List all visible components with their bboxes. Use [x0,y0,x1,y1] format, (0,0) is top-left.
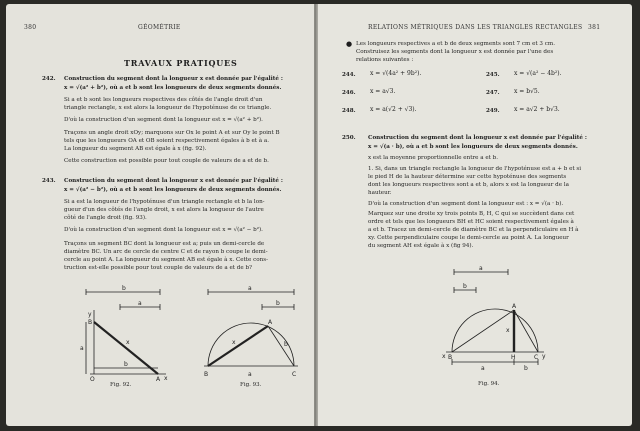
body-line: D'où la construction d'un segment dont la longueur est x = √(a² + b²). [64,117,263,123]
figure-93 [202,286,302,376]
body-line: Cette construction est possible pour tout couple de valeurs de a et de b. [64,158,269,164]
body-line: diamètre BC. Un arc de cercle de centre C et de rayon b coupe le demi- [64,249,268,255]
fig93-label-x: x [232,339,236,346]
body-line: Si a est la longueur de l'hypoténuse d'un triangle rectangle et b la lon- [64,199,265,205]
exercise-number: 244. [342,72,356,78]
fig93-label-b2: b [284,341,288,348]
figure-caption: Fig. 93. [240,382,262,388]
body-line: truction est-elle possible pour tout couple de valeurs de a et de b? [64,265,253,271]
exercise-number: 246. [342,90,356,96]
fig93-label-A: A [268,319,273,326]
fig92-label-b2: b [124,361,128,368]
paragraph-title: Construction du segment dont la longueur x est donnée par l'égalité : [368,135,587,141]
paragraph-title: x = √(a² + b²), où a et b sont les longueurs de deux segments donnés. [64,85,282,91]
exercise-expression: x = a√2 + b√3. [514,106,560,113]
exercise-expression: x = a√3. [370,88,396,95]
figure-caption: Fig. 92. [110,382,132,388]
fig92-label-xaxis: x [164,375,168,382]
figure-92 [80,285,170,383]
exercise-expression: x = √(4a² + 9b²). [370,70,422,77]
fig94-label-A: A [512,303,517,310]
body-line: Traçons un segment BC dont la longueur est a; puis un demi-cercle de [64,241,265,247]
fig94-label-a: a [479,265,483,272]
intro-line: relations suivantes : [356,57,414,63]
fig94-label-yright: y [542,353,546,360]
paragraph-title: x = √(a² − b²), où a et b sont les longueurs de deux segments donnés. [64,187,282,193]
body-line: D'où la construction d'un segment dont la longueur est : x = √(a · b). [368,201,564,207]
figure-caption: Fig. 94. [478,381,500,387]
running-header: GÉOMÉTRIE [138,24,181,31]
body-line: gueur d'un des côtés de l'angle droit, x est alors la longueur de l'autre [64,207,264,213]
body-line: x est la moyenne proportionnelle entre a et b. [368,155,499,161]
paragraph-title: Construction du segment dont la longueur x est donnée par l'égalité : [64,76,283,82]
left-page [6,4,314,426]
figure-94 [442,264,552,374]
fig94-label-b: b [463,283,467,290]
paragraph-number: 250. [342,135,356,141]
intro-line: Les longueurs respectives a et b de deux segments sont 7 cm et 3 cm. [356,41,555,47]
body-line: dont les longueurs respectives sont a et b, alors x est la longueur de la [368,182,569,188]
body-line: a et b. Tracez un demi-cercle de diamètre BC et la perpendiculaire en H à [368,227,579,233]
exercise-number: 248. [342,108,356,114]
exercise-number: 245. [486,72,500,78]
body-line: côté de l'angle droit (fig. 93). [64,215,147,221]
body-line: Marquez sur une droite xy trois points B, H, C qui se succèdent dans cet [368,211,575,217]
fig94-label-C: C [534,354,539,361]
paragraph-number: 242. [42,76,56,82]
body-line: xy. Cette perpendiculaire coupe le demi-cercle au point A. La longueur [368,235,569,241]
paragraph-title: Construction du segment dont la longueur x est donnée par l'égalité : [64,178,283,184]
exercise-number: 247. [486,90,500,96]
exercise-expression: x = a(√2 + √3). [370,106,417,113]
fig92-label-a: a [138,300,142,307]
exercise-expression: x = b√5. [514,88,540,95]
paragraph-number: 243. [42,178,56,184]
running-header: RELATIONS MÉTRIQUES DANS LES TRIANGLES RECTANGLES [368,24,583,31]
intro-line: Construisez les segments dont la longueur x est donnée par l'une des [356,49,554,55]
fig92-label-O: O [90,376,95,383]
body-line: tels que les longueurs OA et OB soient respectivement égales à b et à a. [64,138,270,144]
fig93-label-C: C [292,371,297,378]
fig93-label-B: B [204,371,209,378]
body-line: Si a et b sont les longueurs respectives des côtés de l'angle droit d'un [64,97,263,103]
fig94-label-a2: a [481,365,485,372]
fig94-label-xleft: x [442,353,446,360]
body-line: hauteur. [368,190,392,196]
fig92-label-b: b [122,285,126,292]
fig92-label-y: y [88,311,92,318]
fig93-label-b: b [276,300,280,307]
fig92-label-a2: a [80,345,84,352]
body-line: triangle rectangle, x est alors la longueur de l'hypoténuse de ce triangle. [64,105,272,111]
body-line: ordre et tels que les longueurs BH et HC soient respectivement égales à [368,219,574,225]
paragraph-title: x = √(a · b), où a et b sont les longueurs de deux segments donnés. [368,144,578,150]
fig93-label-a: a [248,285,252,292]
body-line: du segment AH est égale à x (fig 94). [368,243,474,249]
body-line: D'où la construction d'un segment dont la longueur est x = √(a² − b²). [64,227,263,233]
body-line: 1. Si, dans un triangle rectangle la longueur de l'hypoténuse est a + b et si [368,166,582,172]
page-number: 380 [24,24,37,31]
body-line: La longueur du segment AB est égale à x (fig. 92). [64,146,207,152]
fig92-label-x: x [126,339,130,346]
page-number: 381 [588,24,601,31]
fig94-label-b2: b [524,365,528,372]
fig94-label-H: H [511,354,516,361]
body-line: Traçons un angle droit xOy; marquons sur Ox le point A et sur Oy le point B [64,130,280,136]
fig94-label-x: x [506,327,510,334]
fig94-label-B: B [448,354,453,361]
fig93-label-a2: a [248,371,252,378]
bullet-icon: ● [346,40,353,48]
body-line: le pied H de la hauteur détermine sur cette hypoténuse des segments [368,174,567,180]
fig92-label-B: B [88,319,93,326]
exercise-number: 249. [486,108,500,114]
fig92-label-A: A [156,376,161,383]
section-title: TRAVAUX PRATIQUES [124,58,238,68]
exercise-expression: x = √(a² − 4b²). [514,70,562,77]
body-line: cercle au point A. La longueur du segment AB est égale à x. Cette cons- [64,257,269,263]
right-page [318,4,632,426]
